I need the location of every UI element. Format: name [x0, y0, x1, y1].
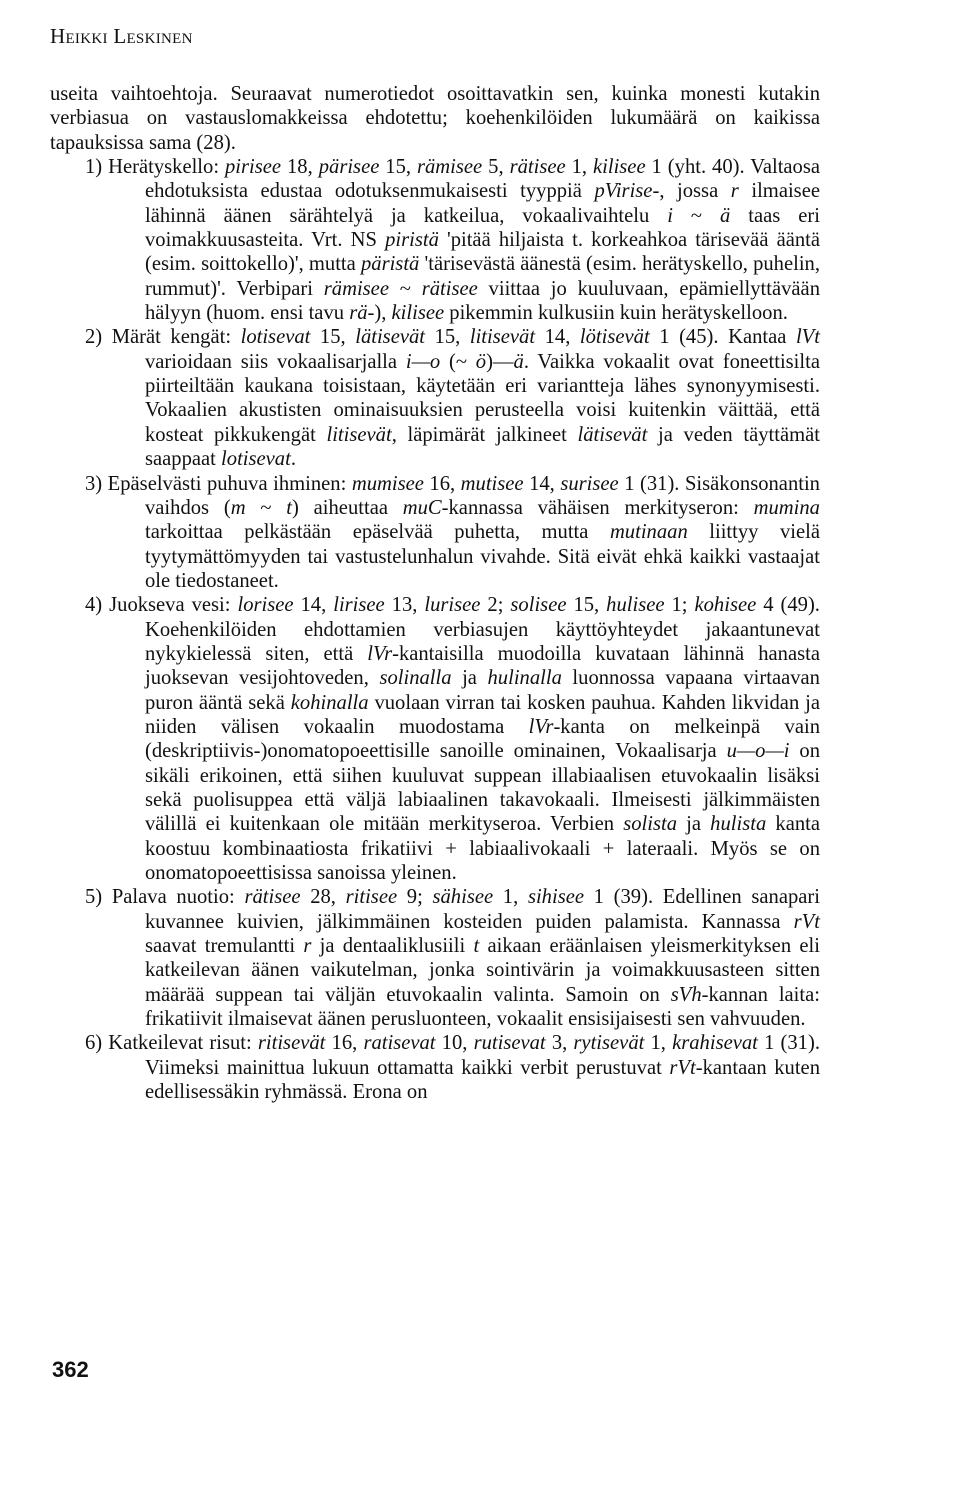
- entry-6: 6) Katkeilevat risut: ritisevät 16, ratisevat 10, rutisevat 3, rytisevät 1, krahisevat 1 (31). Viimeksi mainittua lukuun ottamatta kaikki verbit perustuvat rVt-kantaan kuten edellisessäkin ryhmässä. Erona on: [85, 1032, 820, 1104]
- entry-3: 3) Epäselvästi puhuva ihminen: mumisee 16, mutisee 14, surisee 1 (31). Sisäkonsonantin vaihdos (m ~ t) aiheuttaa muC-kannassa vähäisen merkityseron: mumina tarkoittaa pelkästään epäselvää puhetta, mutta mutinaan liittyy vielä tyytymättömyyden tai vastustelunhalun vivahde. Sitä eivät ehkä kaikki vastaajat ole tiedostaneet.: [85, 472, 820, 592]
- page-number: 362: [52, 1357, 89, 1382]
- intro-paragraph: useita vaihtoehtoja. Seuraavat numerotiedot osoittavatkin sen, kuinka monesti kutakin verbiasua on vastauslomakkeissa ehdotettu; koehenkilöiden lukumäärä on kaikissa tapauksissa sama (28).: [50, 83, 820, 154]
- body-text: [50, 82, 820, 1104]
- running-head: Heikki Leskinen: [50, 24, 193, 48]
- entry-4: 4) Juokseva vesi: lorisee 14, lirisee 13, lurisee 2; solisee 15, hulisee 1; kohisee 4 (49). Koehenkilöiden ehdottamien verbiasujen käyttöyhteydet jakaantunevat nykykielessä siten, että lVr-kantaisilla muodoilla kuvataan lähinnä hanasta juoksevan vesijohtoveden, solinalla ja hulinalla luonnossa vapaana virtaavan puron ääntä sekä kohinalla vuolaan virran tai kosken pauhua. Kahden likvidan ja niiden välisen vokaalin muodostama lVr-kanta on melkeinpä vain (deskriptiivis-)onomatopoeettisille sanoille ominainen, Vokaalisarja u—o—i on sikäli erikoinen, että siihen kuuluvat suppean illabiaalisen etuvokaalin lisäksi sekä puolisuppea että väljä labiaalinen takavokaali. Ilmeisesti jälkimmäisten välillä ei kuitenkaan ole mitään merkityseroa. Verbien solista ja hulista kanta koostuu kombinaatiosta frikatiivi + labiaalivokaali + lateraali. Myös se on onomatopoeettisissa sanoissa yleinen.: [85, 594, 820, 884]
- entry-1: 1) Herätyskello: pirisee 18, pärisee 15, rämisee 5, rätisee 1, kilisee 1 (yht. 40). Valtaosa ehdotuksista edustaa odotuksenmukaisesti tyyppiä pVirise-, jossa r ilmaisee lähinnä äänen särähtelyä ja katkeilua, vokaalivaihtelu i ~ ä taas eri voimakkuusasteita. Vrt. NS piristä 'pitää hiljaista t. korkeahkoa tärisevää ääntä (esim. soittokello)', mutta päristä 'tärisevästä äänestä (esim. herätyskello, puhelin, rummut)'. Verbipari rämisee ~ rätisee viittaa jo kuuluvaan, epämiellyttävään hälyyn (huom. ensi tavu rä-), kilisee pikemmin kulkusiin kuin herätyskelloon.: [85, 156, 821, 325]
- entry-5: 5) Palava nuotio: rätisee 28, ritisee 9; sähisee 1, sihisee 1 (39). Edellinen sanapari kuvannee kuivien, jälkimmäinen kosteiden puiden palamista. Kannassa rVt saavat tremulantti r ja dentaaliklusiili t aikaan eräänlaisen yleismerkityksen eli katkeilevan äänen vaikutelman, jonka sointivärin ja voimakkuusasteen sitten määrää suppean tai väljän etuvokaalin valinta. Samoin on sVh-kannan laita: frikatiivit ilmaisevat äänen perusluonteen, vokaalit ensisijaisesti sen vahvuuden.: [85, 886, 820, 1031]
- entry-2: 2) Märät kengät: lotisevat 15, lätisevät 15, litisevät 14, lötisevät 1 (45). Kantaa lVt varioidaan siis vokaalisarjalla i—o (~ ö)—ä. Vaikka vokaalit ovat foneettisilta piirteiltään kaukana toisistaan, käytetään eri variantteja lähes synonyymisesti. Vokaalien akustisten ominaisuuksien perusteella voisi kuitenkin väittää, että kosteat pikkukengät litisevät, läpimärät jalkineet lätisevät ja veden täyttämät saappaat lotisevat.: [85, 326, 820, 471]
